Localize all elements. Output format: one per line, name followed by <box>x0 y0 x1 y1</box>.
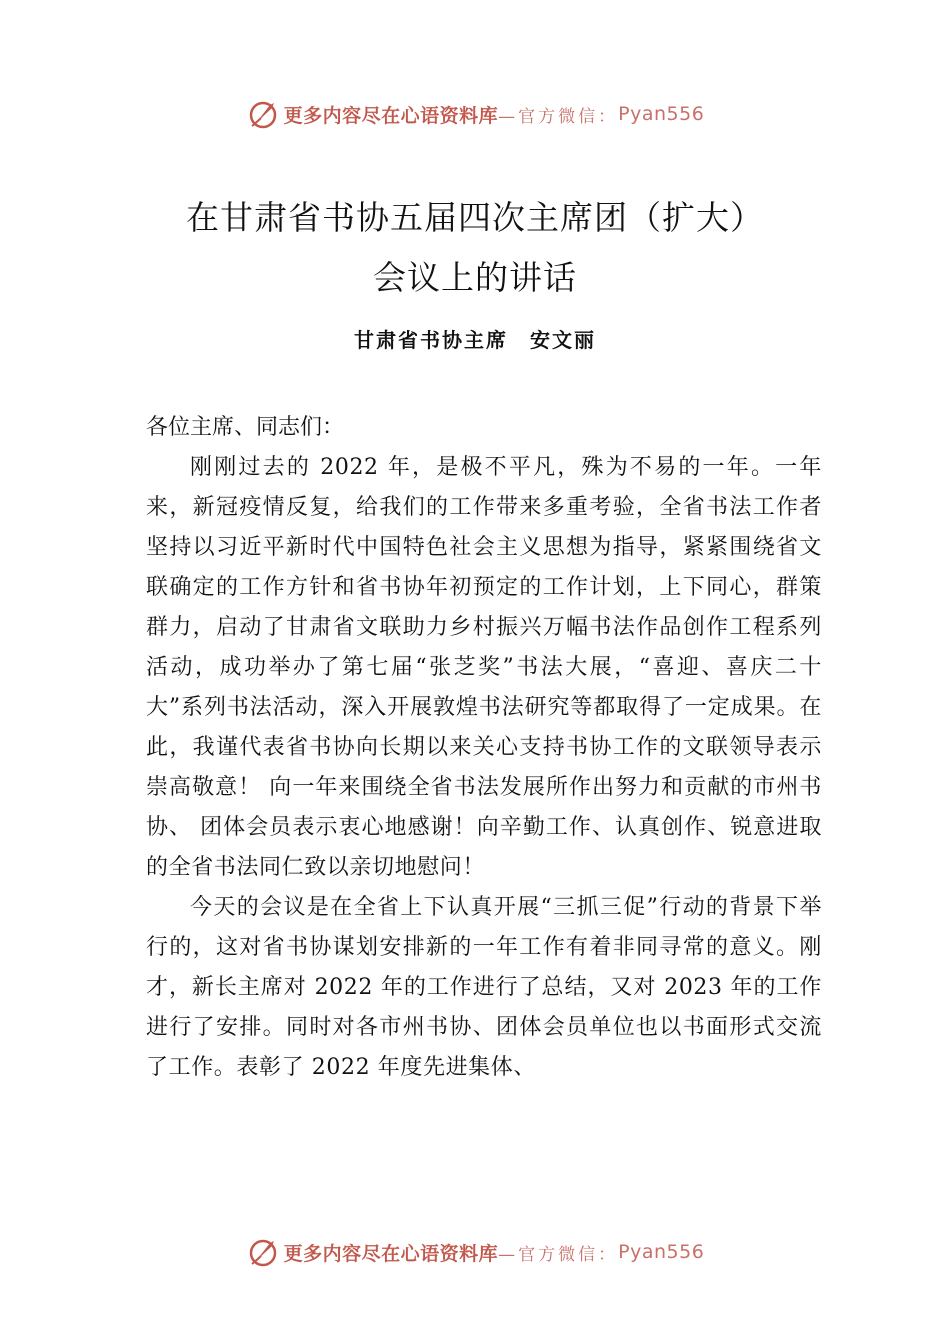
document-title-line1: 在甘肃省书协五届四次主席团（扩大） <box>186 198 764 237</box>
document-title-line2: 会议上的讲话 <box>373 258 577 297</box>
author-role: 甘肃省书协主席 <box>354 328 508 352</box>
watermark-header <box>0 94 950 134</box>
watermark-wechat-label: —官方微信： <box>498 1244 619 1265</box>
quill-pen-circle-icon <box>246 1235 280 1269</box>
watermark-handle: Pyan556 <box>618 1241 705 1263</box>
author-name: 安文丽 <box>530 328 596 352</box>
watermark-footer <box>0 1232 950 1272</box>
watermark-wechat-label: —官方微信： <box>498 106 619 127</box>
salutation: 各位主席、同志们： <box>146 415 345 440</box>
paragraph: 今天的会议是在全省上下认真开展“三抓三促”行动的背景下举行的，这对省书协谋划安排新的一年工作有着非同寻常的意义。刚才，新长主席对 2022 年的工作进行了总结，又对 2023 年的工作进行了安排。同时对各市州书协、团体会员单位也以书面形式交流了工作。表彰了 2022 年度先进集体、 <box>146 895 822 1080</box>
quill-pen-circle-icon <box>246 97 280 131</box>
document-body <box>146 408 822 1088</box>
watermark-main-text: 更多内容尽在心语资料库 <box>283 1242 499 1265</box>
watermark-handle: Pyan556 <box>618 103 705 125</box>
paragraph: 刚刚过去的 2022 年，是极不平凡，殊为不易的一年。一年来，新冠疫情反复，给我们的工作带来多重考验，全省书法工作者坚持以习近平新时代中国特色社会主义思想为指导，紧紧围绕省文联确定的工作方针和省书协年初预定的工作计划，上下同心，群策群力，启动了甘肃省文联助力乡村振兴万幅书法作品创作工程系列活动，成功举办了第七届“张芝奖”书法大展，“喜迎、喜庆二十大”系列书法活动，深入开展敦煌书法研究等都取得了一定成果。在此，我谨代表省书协向长期以来关心支持书协工作的文联领导表示崇高敬意！ 向一年来围绕全省书法发展所作出努力和贡献的市州书协、 团体会员表示衷心地感谢！向辛勤工作、认真创作、锐意进取的全省书法同仁致以亲切地慰问！ <box>146 455 822 880</box>
author-line <box>0 324 950 353</box>
watermark-main-text: 更多内容尽在心语资料库 <box>283 104 499 127</box>
